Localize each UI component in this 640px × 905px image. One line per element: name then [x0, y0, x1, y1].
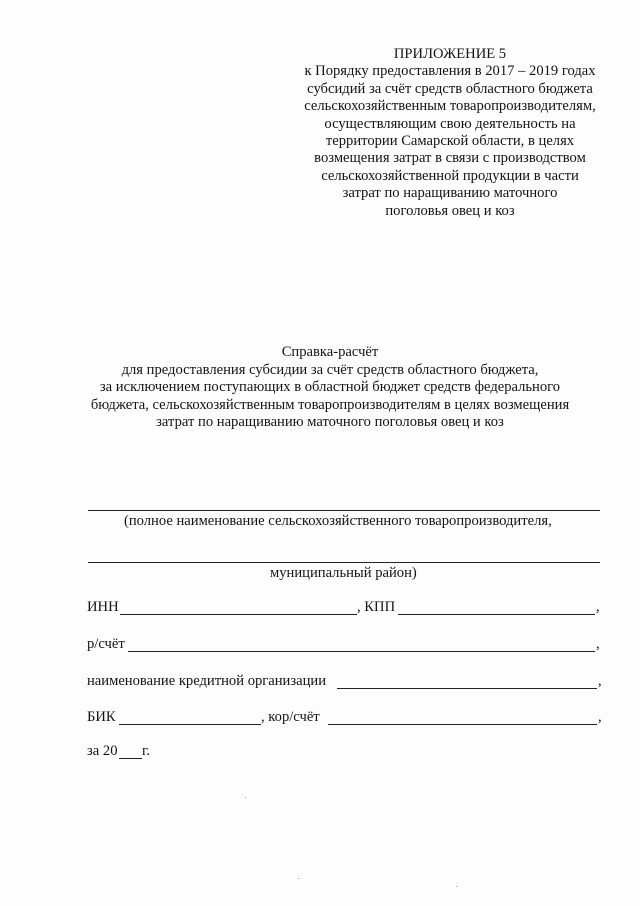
- district-line[interactable]: [88, 562, 600, 563]
- scan-speck: [245, 797, 246, 798]
- inn-label: ИНН: [87, 599, 119, 615]
- period-suffix: г.: [142, 743, 150, 759]
- account-field[interactable]: [128, 651, 595, 652]
- document-title: Справка-расчёт: [281, 344, 379, 360]
- scan-speck: [456, 886, 457, 887]
- document-title-block: [80, 344, 580, 432]
- appendix-line: возмещения затрат в связи с производством: [314, 150, 586, 167]
- period-row: [87, 742, 602, 762]
- corr-field[interactable]: [328, 724, 597, 725]
- corr-label: , кор/счёт: [261, 709, 320, 725]
- document-subtitle-line: для предоставления субсидии за счёт средств областного бюджета,: [121, 361, 539, 378]
- kpp-comma: ,: [596, 599, 600, 615]
- producer-name-caption: (полное наименование сельскохозяйственного товаропроизводителя,: [124, 513, 552, 529]
- bank-comma: ,: [598, 673, 602, 689]
- period-prefix: за 20: [87, 743, 118, 759]
- appendix-heading: ПРИЛОЖЕНИЕ 5: [393, 46, 507, 62]
- document-subtitle-line: бюджета, сельскохозяйственным товаропроизводителям в целях возмещения: [90, 396, 570, 413]
- kpp-label: , КПП: [357, 599, 396, 615]
- appendix-line: к Порядку предоставления в 2017 – 2019 годах: [304, 63, 596, 80]
- document-subtitle-line: затрат по наращиванию маточного поголовья овец и коз: [156, 414, 504, 431]
- bik-field[interactable]: [119, 724, 261, 725]
- appendix-line: затрат по наращиванию маточного: [342, 185, 558, 202]
- corr-comma: ,: [598, 709, 602, 725]
- appendix-line: сельскохозяйственной продукции в части: [321, 167, 579, 184]
- bank-row: [87, 672, 602, 692]
- district-caption: муниципальный район): [270, 565, 417, 581]
- appendix-line: поголовья овец и коз: [385, 202, 515, 219]
- appendix-line: территории Самарской области, в целях: [325, 133, 575, 150]
- bank-field[interactable]: [337, 688, 597, 689]
- inn-kpp-row: [87, 598, 602, 618]
- bank-label: наименование кредитной организации: [87, 673, 327, 689]
- account-comma: ,: [596, 636, 600, 652]
- bik-label: БИК: [87, 709, 116, 725]
- bik-corr-row: [87, 708, 602, 728]
- account-label: р/счёт: [87, 636, 125, 652]
- appendix-line: осуществляющим свою деятельность на: [324, 115, 576, 132]
- appendix-block: [285, 46, 615, 220]
- producer-name-line[interactable]: [88, 510, 600, 511]
- scan-speck: [298, 878, 299, 879]
- appendix-line: сельскохозяйственным товаропроизводителям,: [304, 98, 596, 115]
- document-subtitle-line: за исключением поступающих в областной бюджет средств федерального: [99, 379, 561, 396]
- year-field[interactable]: [119, 758, 142, 759]
- account-row: [87, 635, 602, 655]
- kpp-field[interactable]: [398, 614, 595, 615]
- appendix-line: субсидий за счёт средств областного бюджета: [307, 80, 593, 97]
- inn-field[interactable]: [120, 614, 357, 615]
